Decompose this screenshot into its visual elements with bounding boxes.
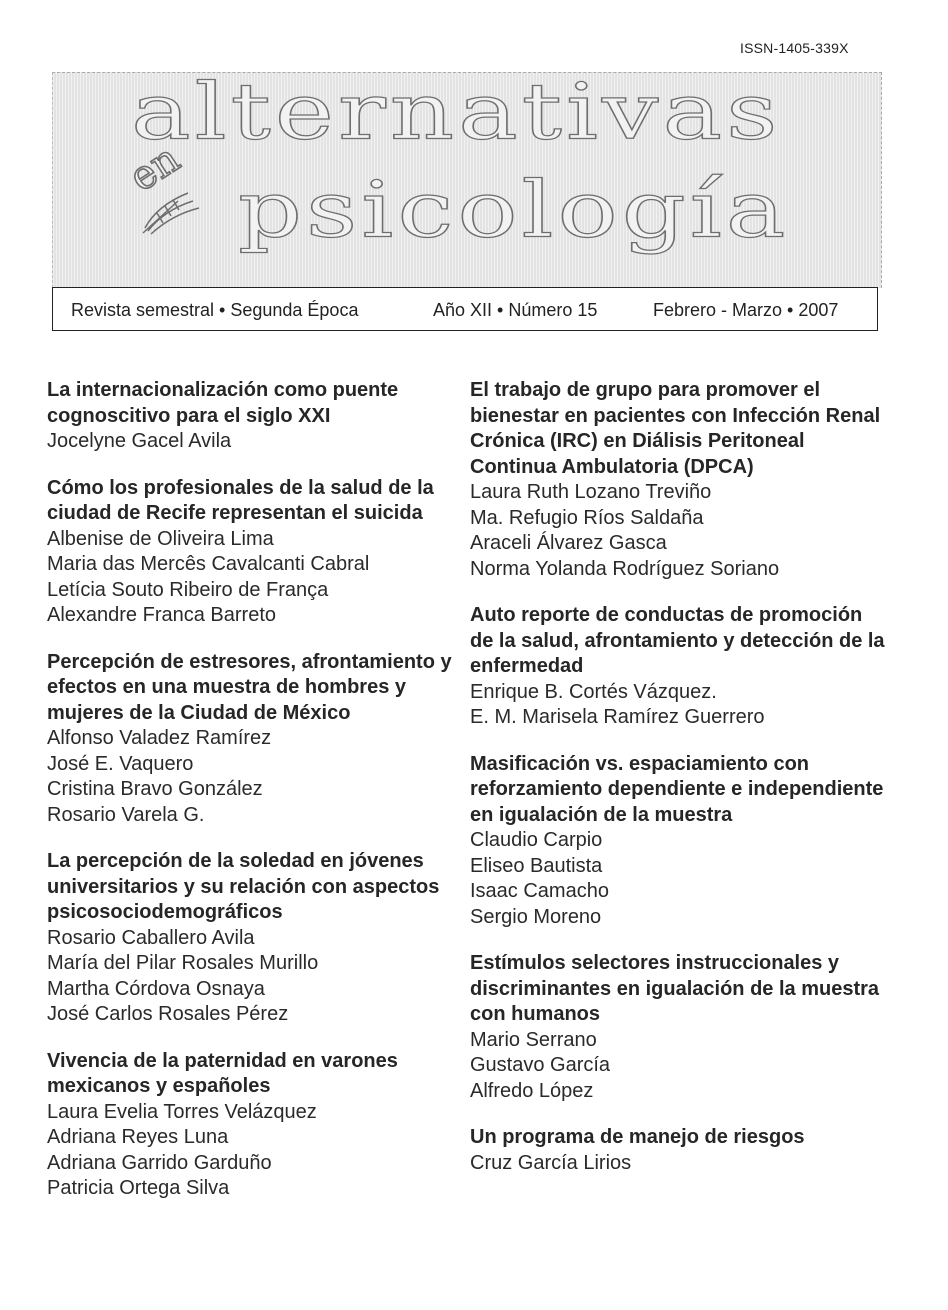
article-author: Ma. Refugio Ríos Saldaña	[470, 506, 704, 529]
article-title: Un programa de manejo de riesgos	[470, 1126, 805, 1148]
article-author: Rosario Varela G.	[47, 803, 205, 826]
article-entry	[47, 378, 452, 455]
article-entry	[470, 752, 890, 931]
issue-date: Febrero - Marzo • 2007	[653, 300, 839, 320]
article-author: María del Pilar Rosales Murillo	[47, 952, 319, 974]
article-author: Martha Córdova Osnaya	[47, 977, 265, 1000]
article-title: La percepción de la soledad en jóvenes universitarios y su relación con aspectos psicosociodemográficos	[47, 850, 440, 923]
article-author: Eliseo Bautista	[470, 854, 603, 877]
article-author: Alfredo López	[470, 1079, 594, 1102]
article-entry	[47, 1049, 452, 1202]
article-entry	[470, 603, 890, 731]
issue-info-bar	[52, 287, 878, 331]
article-author: Cruz García Lirios	[470, 1151, 632, 1174]
article-author: Cristina Bravo González	[47, 778, 263, 800]
article-author: Mario Serrano	[470, 1028, 597, 1051]
publication-type: Revista semestral • Segunda Época	[71, 300, 359, 320]
journal-masthead-logo	[52, 72, 882, 288]
article-author: Sergio Moreno	[470, 905, 602, 928]
article-author: Alfonso Valadez Ramírez	[47, 727, 272, 749]
article-entry	[47, 476, 452, 629]
article-title: Auto reporte de conductas de promoción de la salud, afrontamiento y detección de la enfermedad	[470, 604, 885, 677]
article-author: Adriana Reyes Luna	[47, 1126, 229, 1148]
article-author: E. M. Marisela Ramírez Guerrero	[470, 706, 765, 728]
article-author: Letícia Souto Ribeiro de França	[47, 578, 329, 601]
article-title: Percepción de estresores, afrontamiento y efectos en una muestra de hombres y mujeres de la Ciudad de México	[47, 650, 452, 724]
article-title: Estímulos selectores instruccionales y discriminantes en igualación de la muestra con humanos	[470, 952, 880, 1025]
article-author: Isaac Camacho	[470, 880, 609, 902]
article-title: Vivencia de la paternidad en varones mexicanos y españoles	[47, 1049, 398, 1097]
article-entry	[47, 849, 452, 1028]
article-author: Gustavo García	[470, 1054, 611, 1076]
article-title: La internacionalización como puente cognoscitivo para el siglo XXI	[47, 379, 399, 427]
article-author: Jocelyne Gacel Avila	[47, 430, 232, 452]
issn-number: ISSN-1405-339X	[740, 40, 849, 56]
contents-left-column	[47, 378, 452, 1223]
article-entry	[470, 378, 890, 582]
article-author: Patricia Ortega Silva	[47, 1177, 230, 1199]
article-author: José E. Vaquero	[47, 752, 194, 775]
article-author: Alexandre Franca Barreto	[47, 604, 277, 626]
article-author: Enrique B. Cortés Vázquez.	[470, 680, 717, 703]
article-author: Rosario Caballero Avila	[47, 926, 255, 949]
logo-word-psicologia: psicología	[238, 163, 790, 256]
article-author: Albenise de Oliveira Lima	[47, 527, 274, 550]
article-author: Claudio Carpio	[470, 829, 603, 851]
article-author: Laura Evelia Torres Velázquez	[47, 1100, 317, 1123]
article-title: Masificación vs. espaciamiento con reforzamiento dependiente e independiente en igualación de la muestra	[470, 752, 884, 826]
article-author: Laura Ruth Lozano Treviño	[470, 481, 712, 503]
article-entry	[470, 951, 890, 1104]
article-author: Norma Yolanda Rodríguez Soriano	[470, 557, 780, 580]
logo-word-en: en	[121, 135, 188, 202]
contents-right-column	[470, 378, 890, 1197]
issue-number: Año XII • Número 15	[433, 300, 598, 320]
article-entry	[47, 650, 452, 829]
article-author: Araceli Álvarez Gasca	[470, 532, 667, 554]
article-author: Maria das Mercês Cavalcanti Cabral	[47, 553, 370, 575]
article-title: Cómo los profesionales de la salud de la ciudad de Recife representan el suicida	[47, 476, 434, 524]
article-entry	[470, 1125, 890, 1176]
logo-word-alternativas: alternativas	[131, 72, 782, 158]
article-title: El trabajo de grupo para promover el bienestar en pacientes con Infección Renal Crónica (IRC) en Diálisis Peritoneal Continua Ambulatoria (DPCA)	[470, 379, 881, 478]
article-author: Adriana Garrido Garduño	[47, 1151, 272, 1174]
article-author: José Carlos Rosales Pérez	[47, 1003, 289, 1025]
